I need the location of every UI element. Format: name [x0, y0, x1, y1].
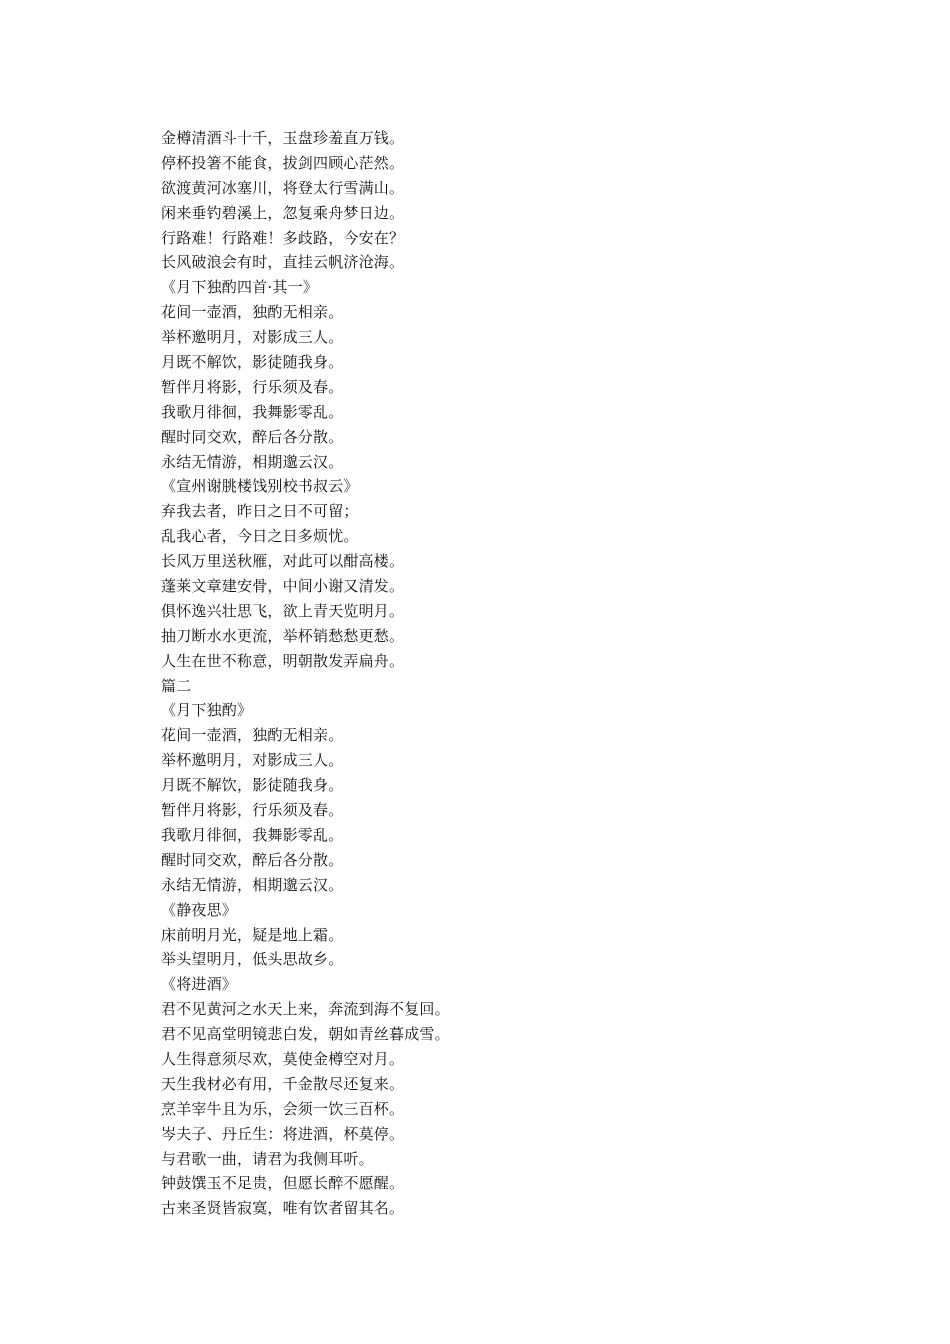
text-line: 天生我材必有用，千金散尽还复来。: [161, 1074, 405, 1093]
poem-title: 《月下独酌四首·其一》: [161, 278, 318, 297]
text-line: 弃我去者，昨日之日不可留；: [161, 502, 359, 521]
text-line: 闲来垂钓碧溪上，忽复乘舟梦日边。: [161, 203, 405, 222]
text-line: 欲渡黄河冰塞川，将登太行雪满山。: [161, 178, 405, 197]
text-line: 君不见黄河之水天上来，奔流到海不复回。: [161, 1000, 450, 1019]
text-line: 停杯投箸不能食，拔剑四顾心茫然。: [161, 153, 405, 172]
text-line: 古来圣贤皆寂寞，唯有饮者留其名。: [161, 1199, 405, 1218]
poem-title: 《宣州谢朓楼饯别校书叔云》: [161, 477, 359, 496]
poem-text-block: [161, 126, 801, 1221]
text-line: 烹羊宰牛且为乐，会须一饮三百杯。: [161, 1099, 405, 1118]
text-line: 蓬莱文章建安骨，中间小谢又清发。: [161, 577, 405, 596]
text-line: 月既不解饮，影徒随我身。: [161, 776, 344, 795]
text-line: 与君歌一曲，请君为我侧耳听。: [161, 1149, 374, 1168]
text-line: 举杯邀明月，对影成三人。: [161, 328, 344, 347]
text-line: 人生得意须尽欢，莫使金樽空对月。: [161, 1049, 405, 1068]
text-line: 行路难！行路难！多歧路，今安在？: [161, 228, 405, 247]
text-line: 俱怀逸兴壮思飞，欲上青天览明月。: [161, 601, 405, 620]
text-line: 长风破浪会有时，直挂云帆济沧海。: [161, 253, 405, 272]
poem-title: 《月下独酌》: [161, 701, 253, 720]
text-line: 月既不解饮，影徒随我身。: [161, 353, 344, 372]
text-line: 醒时同交欢，醉后各分散。: [161, 427, 344, 446]
poem-title: 《静夜思》: [161, 900, 238, 919]
text-line: 我歌月徘徊，我舞影零乱。: [161, 402, 344, 421]
text-line: 床前明月光，疑是地上霜。: [161, 925, 344, 944]
text-line: 长风万里送秋雁，对此可以酣高楼。: [161, 552, 405, 571]
text-line: 人生在世不称意，明朝散发弄扁舟。: [161, 651, 405, 670]
text-line: 暂伴月将影，行乐须及春。: [161, 377, 344, 396]
text-line: 永结无情游，相期邈云汉。: [161, 452, 344, 471]
text-line: 花间一壶酒，独酌无相亲。: [161, 303, 344, 322]
text-line: 钟鼓馔玉不足贵，但愿长醉不愿醒。: [161, 1174, 405, 1193]
text-line: 岑夫子、丹丘生：将进酒，杯莫停。: [161, 1124, 405, 1143]
poem-title: 《将进酒》: [161, 975, 238, 994]
section-heading: 篇二: [161, 676, 192, 695]
text-line: 暂伴月将影，行乐须及春。: [161, 801, 344, 820]
text-line: 永结无情游，相期邈云汉。: [161, 875, 344, 894]
text-line: 举杯邀明月，对影成三人。: [161, 751, 344, 770]
text-line: 我歌月徘徊，我舞影零乱。: [161, 825, 344, 844]
text-line: 花间一壶酒，独酌无相亲。: [161, 726, 344, 745]
text-line: 抽刀断水水更流，举杯销愁愁更愁。: [161, 626, 405, 645]
text-line: 乱我心者，今日之日多烦忧。: [161, 527, 359, 546]
text-line: 君不见高堂明镜悲白发，朝如青丝暮成雪。: [161, 1025, 450, 1044]
text-line: 金樽清酒斗十千，玉盘珍羞直万钱。: [161, 129, 405, 147]
text-line: 举头望明月，低头思故乡。: [161, 950, 344, 969]
text-line: 醒时同交欢，醉后各分散。: [161, 850, 344, 869]
